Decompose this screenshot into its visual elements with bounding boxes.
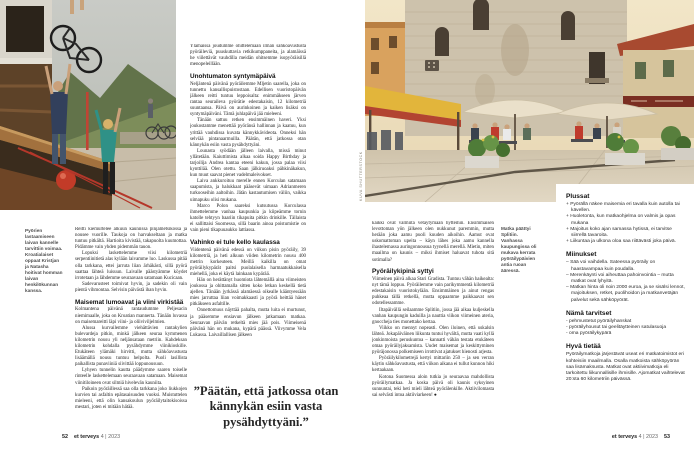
boat-bike-photo xyxy=(0,0,176,210)
plussat-list xyxy=(566,202,688,245)
paragraph: Paikoin pyöräillessä saa olla tarkkana joko liukkojen kurvien tai asfaltin epätasaisuuden vuoksi. Muistuttelen mieleeni, että olin kansakoulun pyöräilytaitokisoissa mestari, joten ei mitään hätää. xyxy=(75,386,187,410)
tietaa-text: Pyöräilymatkoja järjestävät useat eri matkatoimistot eri kohteisiin maailmalla. Osalla matkoista sähköpyörän saa lisämaksusta. Matkat ovat aktiivimatkoja eli tarkoitettu liikunnallisille ihmisille. Ajomatkat vaihtelevat 20:sta 60 kilometriin päivässä. xyxy=(566,352,685,383)
sidebar-title-tarvitset: Nämä tarvitset xyxy=(566,309,612,317)
issue-number: 4 | 2023 xyxy=(100,434,121,440)
paragraph: Iltapäivällä seilaamme Splitiin, jossa jää aikaa kuljeskella vanhan kaupungin kaduilla ja nauttia viikon viimeinen ateria, gnoccheja ties monettako kertaa. xyxy=(372,307,494,325)
list-item: + Pyörällä näkee maisemia eri tavalla kuin autolla tai kävellen. xyxy=(566,202,680,214)
list-item: + Liikuntaa ja ulkona oloa saa riittävästi joka päivä. xyxy=(566,239,676,245)
right-photo-caption: Matka päättyi Splitiin. Vanhassa kaupungissa oli mukava kerrata pyöräilypäivien antia ruoan ääressä. xyxy=(501,226,537,273)
paragraph: Viidentenä päivänä edessä on viikon pisin pyöräily, 39 kilometriä, ja heti alkuun viiden kilometrin nousu 400 metrin korkeuteen. Meillä kaikilla on omat pyöräilykypärät paitsi puolalaisella harmaatukkaisella miehellä, joka ei käytä lainkaan kypärää. xyxy=(190,247,306,277)
list-item: - pehmustetut pyöräilyhanskat xyxy=(566,318,632,324)
paragraph: Tänään sattuu retken ensimmäinen haveri. Yksi joukostamme menettää pyöränsä hallinnan ja kaatuu, kun yrittää vauhdissa kuvata kännykkävideota. Onneksi hän selviää pintanaarmuilla. Päätän, että jatkossa otan kännykän esiin vasta pysähdyttyäni. xyxy=(190,118,306,148)
sidebar-title-tietaa: Hyvä tietää xyxy=(566,343,601,351)
paragraph: Lyhyen tunnelin kautta päädymme saaren toiselle rinteelle laskettelemaan seuraavaan satamaan. Maisemat viinitiloineen ovat silmiä hivelevän kauniita. xyxy=(75,368,187,386)
left-column-1 xyxy=(75,227,187,435)
list-item: – Matkan hinta oli noin 2000 euroa, ja se sisälsi lennot, majoituksen, retket, puolihoidon ja matkanvetäjän palvelut sekä sähköpyörät. xyxy=(566,285,685,303)
paragraph: Lopuksi laskettelemme viisi kilometriä serpentiinitietä alas kylään laivamme luo. Laskussa pitää olla tarkkana, ettei jarruta liian ärhäkästi, sillä pyörä saattaa lähteä luisuun. Laivalle päästyämme köydet irrotetaan ja lähdemme seuraavaan satamaan Kucicaan. xyxy=(75,251,187,281)
page-number-right: 53 xyxy=(664,434,670,440)
sidebar-title-miinukset: Miinukset xyxy=(566,251,597,259)
list-item: + Majoitus koko ajan samassa hytissä, ei tarvitse siirrellä tavaroita. xyxy=(566,226,672,239)
paragraph: Ylämäissä joudumme ohittelemaan ilman sähköavustusta pyöräileviä, puuskuttavia retkikumppaneita, ja alamäissä he viilettävät vauhdilla meidän ohitsemme isopyöräisillä menopeleillään. xyxy=(190,44,306,68)
list-item: - pyöräilyhousut tai geelitäytteinen satulasuoja xyxy=(566,325,667,331)
section-heading: Maisemat lumoavat ja viini virkistää xyxy=(75,298,184,306)
list-item: + Huoletonta, kun matkaohjelma on valmis ja opas mukana xyxy=(566,214,676,226)
paragraph: Marco Polon saareksi kutsutussa Korculassa ihmettelemme vanhaa kaupunkia ja kiipeämme tornin katolle tehtyyn baariin tikapuita pitkin drinkille. Tällaista ei sallittaisi Suomessa, sillä baarin ainoa poistumistie on vain pieni tikapuuaukko lattiassa. xyxy=(190,203,306,234)
section-heading: Vahinko ei tule kello kaulassa xyxy=(190,238,280,246)
paragraph: kaikki ovat valmiita vetäytymään hytteihin. Ensimmäisen levottoman yön jälkeen olen nukkunut paremmin, mutta herään joka aamu puoli kuuden aikoihin. Aamut ovat uskomattoman upeita – käyn lähes joka aamu kannella ihastelemassa auringonnousua tyynellä merellä. Mietin, miten maailma on kaunis – miksi ihmiset haluavat tuhota sitä sotimalla? xyxy=(372,221,494,263)
paragraph: Sadevarusteet toimivat hyvin, ja sadekin oli vain pientä vihmontaa. Selvisin päivästä ihan hyvin. xyxy=(75,281,187,293)
paragraph: Hän on herättänyt huomiota lähtemällä aina viimeisten joukossa ja ohittamalla sitten koko letkan keskellä tietä ajellen. Tänään jyrkässä alamäessä oikealle kääntyessään mies jarruttaa liian voimakkaasti ja pyörä heittää hänet pitkäkseen asfaltille. xyxy=(190,278,306,308)
paragraph: Kotona Suomessa aloin tutkia jo seuraavaa mahdollista pyöräilymatkaa. Ja koska päivä oli kaunis syksyinen sunnuntai, teki heti mieli lähteä pyörälenkille. Aktiivilomasta sai selvästi intoa aktiiviarkeen! ● xyxy=(372,374,494,398)
info-sidebar xyxy=(556,184,694,383)
list-item: - oma pyöräilykypärä xyxy=(566,331,612,337)
paragraph: Kolmantena päivänä rantaudumme Peljesacin niemimaalle, joka on Kroatian mannerta. Tänään luvassa on maisemareitti läpi viini- ja oliiviviljelmien. xyxy=(75,307,187,325)
list-item: – Merenkäynti voi aiheuttaa pahoinvointia – mutta matkat ovat lyhyitä. xyxy=(566,272,674,285)
paragraph: Onnettomuus näyttää pahalta, mutta luita ei murtunut, ja pääsemme ensiavun jälkeen jatkamaan matkaa. Seuraavan päivän retkeltä mies jää pois. Viimeisenä päivänä hän on mukana, kypärä päässä. Viivymme Vela Lukassa. Laivaillallisen jälkeen xyxy=(190,308,306,338)
paragraph: Laiva ankkuroituu merelle ennen Korculan satamaan saapumista, ja halukkaat pääsevät uimaan Adrianmeren turkooseihin aaltoihin. Jätän kastautumisen väliin, vaikka uimapuku olisi mukana. xyxy=(190,179,306,203)
right-column xyxy=(372,221,494,439)
split-square-photo xyxy=(365,0,694,202)
paragraph: Lounasta syödään jälleen laivalla, missä minut yllätetään. Kaiuttimista alkaa soida Happy Birthday ja tarjoilija Andrea kantaa eteeni kakun, jossa palaa viisi kynttilää. Olen otettu. Saan jälkiruoaksi pähkinäkakun, kun muut saavat pienet vadelmaleivokset. xyxy=(190,148,306,179)
footer-left xyxy=(62,434,120,440)
section-heading: Pyöräilykipinä syttyi xyxy=(372,268,434,276)
left-photo-caption: Pyörien lastaamiseen laivan kannelle tarvittiin voimaa. Kroatialaiset oppaat Kristjan ja Natasha hoitivat homman laivan henkilökunnan kanssa. xyxy=(25,228,63,293)
paragraph: Pyöräilykilometrejä kertyi mittariin 250 – ja sen verran käytin sähköavustusta, että viikon aikana ei tullut kunnon hiki kertaakaan. xyxy=(372,356,494,374)
sidebar-title-plussat: Plussat xyxy=(566,193,590,200)
issue-number: 4 | 2023 xyxy=(638,434,658,440)
split-square-illustration xyxy=(365,0,694,202)
miinukset-list xyxy=(566,260,688,303)
paragraph: Alussa kurvailemme viehättävien rantakylien bulevardeja pitkin, minkä jälkeen seuraa kymmenen kilometrin nousu yli neljänsataan metriin. Kahdeksan kilometrin kohdalla pysähdymme viinikioskille. Etukäteen ylämäki hirvitti, mutta sähköavustusta lisäämällä nousu tuntuu helpolta. Puoli lasillista paikallista punaviiniä siivittää loppunousuun. xyxy=(75,325,187,368)
list-item: – Sää voi vaihdella. Sateessa pyöräily on haastavampaa kuin poudalla. xyxy=(566,260,656,272)
footer-right xyxy=(612,434,670,440)
pull-quote: ”Päätän, että jatkossa otan kännykän esiin vasta pysähdyttyäni.” xyxy=(193,384,339,429)
tarvitset-list xyxy=(566,319,688,338)
magazine-brand: et terveys xyxy=(611,434,638,440)
boat-bike-illustration xyxy=(0,0,176,210)
paragraph: Viimeinen päivä alkaa Stari Gradista. Tuntuu vähän haikealta: nyt tämä loppuu. Pyöräilemme vain parikymmentä kilometriä edestakaisin vuoristokylään. Ensimmäinen ja ainut rengas puhkeaa tällä retkellä, mutta oppaamme paikkaavat sen odotellessamme. xyxy=(372,277,494,307)
left-column-2 xyxy=(190,44,306,376)
magazine-brand: et terveys xyxy=(74,434,100,440)
paragraph: Neljäntenä päivänä pyöräilemme Mljetin saarella, joka on tunnettu kansallispuistostaan. Edellisen vuoristopäivän jälkeen reitti tuntuu leppoisalta: enimmäkseen järven rantaa seuraileva pyörätie edestakaisin, 12 kilometriä suuntaansa. Päivä on aurinkoinen ja kaiken lisäksi on syntymäpäiväni. Tämä juhlapäivä jää mieleeni. xyxy=(190,81,306,118)
page-number-left: 52 xyxy=(62,434,68,440)
paragraph: Reitti kiemurtelee alkuun kauniissa pinjametsikössä ja nousee vuorille. Taukoja on harvakseltaan ja matka tuntuu pitkältä. Hartioita kivistää, takapuolta kuumottaa. Pidämme vain yhden pidemmän tauon. xyxy=(75,227,187,251)
section-heading: Unohtumaton syntymäpäivä xyxy=(190,72,276,80)
photo-credit: KUVA SHUTTERSTOCK xyxy=(359,151,363,201)
paragraph: Viikko on mennyt nopeasti. Olen iloinen, että uskalsin lähteä. Jokapäiväinen liikunta tuntui hyvältä, mutta vaati kyllä jonkinmoista peruskuntoa – kannatti vähän testata etukäteen omaa pyöräilyjaksamista. Uudet maisemat ja keskittyminen pyöräjonossa polkemiseen irrottivat ajatukset hienosti arjesta. xyxy=(372,325,494,356)
